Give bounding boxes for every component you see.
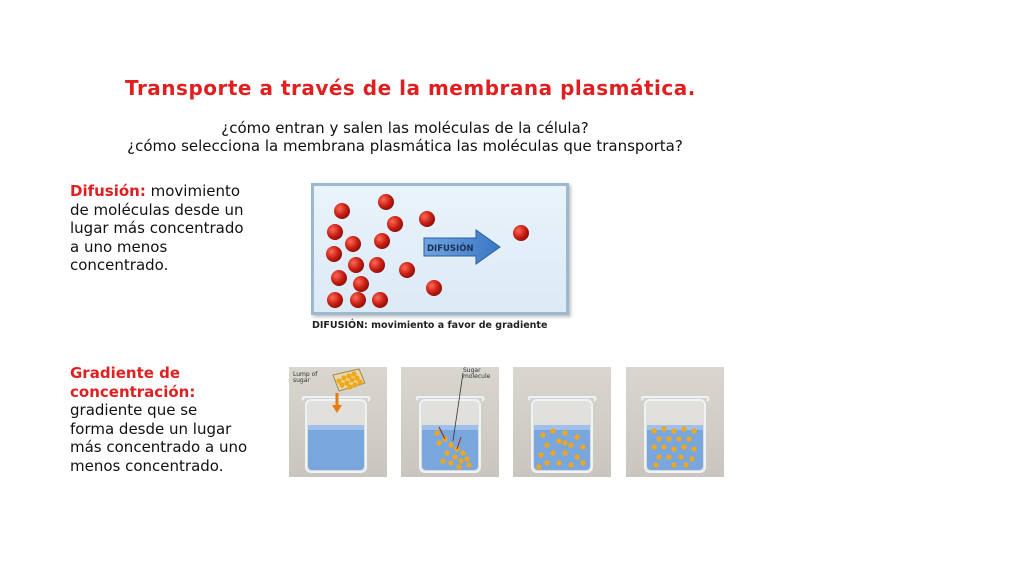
difusion-line-1: movimiento: [150, 182, 241, 200]
label-sugar-1: Sugar: [463, 367, 481, 374]
molecule: [327, 292, 343, 308]
difusion-definition: [70, 182, 270, 275]
beaker-panel-3: [513, 367, 611, 477]
molecule: [419, 211, 435, 227]
molecule: [353, 276, 369, 292]
question-1: ¿cómo entran y salen las moléculas de la célula?: [221, 119, 589, 137]
label-sugar: [463, 368, 490, 380]
molecule: [378, 194, 394, 210]
molecule: [348, 257, 364, 273]
molecule: [326, 246, 342, 262]
beaker-panel-1: [289, 367, 387, 477]
molecule: [331, 270, 347, 286]
molecule: [345, 236, 361, 252]
molecule: [327, 224, 343, 240]
difusion-line-5: concentrado.: [70, 256, 169, 274]
molecule: [387, 216, 403, 232]
molecule: [334, 203, 350, 219]
gradiente-line-4: menos concentrado.: [70, 456, 224, 475]
beaker-2: [401, 367, 499, 477]
gradiente-line-3: más concentrado a uno: [70, 438, 248, 456]
gradiente-line-2: forma desde un lugar: [70, 419, 232, 438]
gradiente-term-2: concentración:: [70, 382, 196, 401]
label-lump: [293, 372, 317, 384]
beaker-4: [626, 367, 724, 477]
beaker-3: [513, 367, 611, 477]
beaker-panel-2: [401, 367, 499, 477]
difusion-line-2: de moléculas desde un: [70, 200, 244, 219]
gradiente-definition: [70, 364, 270, 475]
diffusion-caption: DIFUSIÓN: movimiento a favor de gradiente: [312, 320, 548, 331]
gradiente-line-1: gradiente que se: [70, 401, 198, 419]
gradiente-term-1: Gradiente de: [70, 364, 181, 382]
molecule: [369, 257, 385, 273]
diffusion-diagram: [311, 183, 569, 315]
molecule: [374, 233, 390, 249]
label-lump-1: Lump of: [293, 371, 318, 378]
molecule: [426, 280, 442, 296]
beaker-panel-4: [626, 367, 724, 477]
label-sugar-2: molecule: [463, 373, 491, 380]
molecule: [399, 262, 415, 278]
page-title: Transporte a través de la membrana plasmática.: [125, 76, 696, 100]
molecule: [350, 292, 366, 308]
question-2: ¿cómo selecciona la membrana plasmática las moléculas que transporta?: [127, 137, 683, 155]
difusion-line-4: a uno menos: [70, 237, 168, 256]
molecule: [372, 292, 388, 308]
diffusion-arrow-label: DIFUSIÓN: [427, 244, 474, 254]
difusion-line-3: lugar más concentrado: [70, 219, 244, 237]
difusion-term: Difusión:: [70, 182, 146, 200]
diffusion-svg: [314, 186, 566, 312]
label-lump-2: sugar: [293, 377, 310, 384]
molecule: [513, 225, 529, 241]
